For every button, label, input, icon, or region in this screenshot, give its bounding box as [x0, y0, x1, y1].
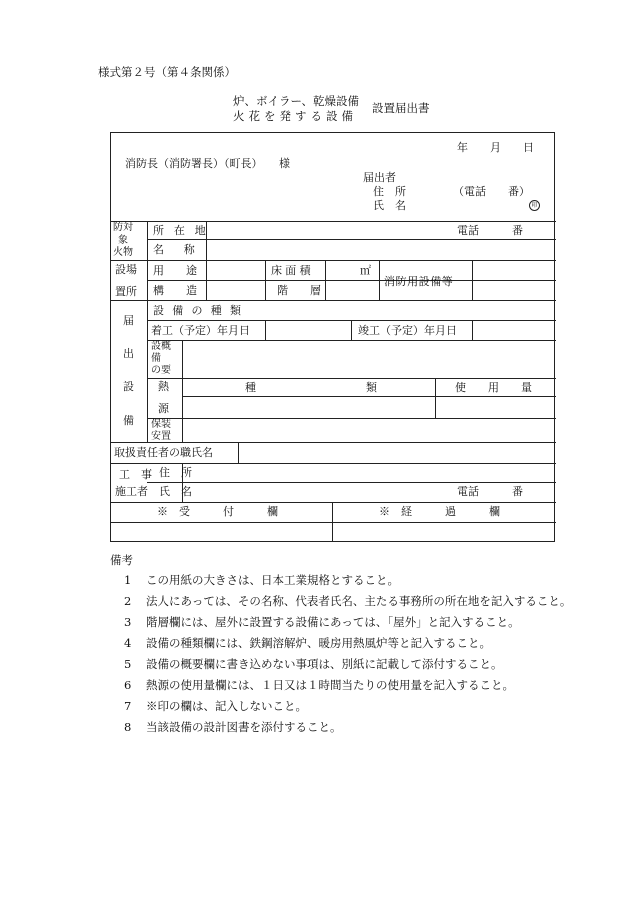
col-line	[325, 260, 326, 300]
col-line	[332, 502, 333, 542]
progress-column: ※ 経 過 欄	[379, 505, 500, 518]
col-line	[265, 260, 266, 300]
equipment-group-char-4: 備	[123, 414, 134, 427]
col-line	[206, 260, 207, 300]
overview-label-1: 設概	[151, 341, 171, 352]
col-line	[435, 378, 436, 418]
note-text: 当該設備の設計図書を添付すること。	[146, 720, 342, 734]
note-item	[124, 614, 520, 630]
note-text: 法人にあっては、その名称、代表者氏名、主たる事務所の所在地を記入すること。	[146, 594, 572, 608]
note-item	[124, 677, 514, 693]
row-line	[111, 260, 556, 261]
place-group-label-top: 設場	[115, 263, 137, 276]
form-number: 様式第２号（第４条関係）	[98, 65, 236, 79]
target-name-label: 名 称	[153, 243, 200, 256]
note-item	[124, 698, 307, 714]
note-number: 4	[124, 636, 132, 650]
note-text: 階層欄には、屋外に設置する設備にあっては、「屋外」と記入すること。	[146, 615, 520, 629]
row-line	[111, 522, 556, 523]
notifier-address-label: 住 所	[373, 185, 406, 198]
col-line	[147, 300, 148, 442]
row-line	[182, 396, 556, 397]
contractor-label-bottom: 施工者	[115, 485, 148, 498]
fire-equipment-label: 消防用設備等	[384, 275, 454, 288]
safety-label-1: 保装	[151, 419, 171, 430]
notifier-label: 届出者	[363, 171, 396, 184]
overview-label-2: 備	[151, 353, 161, 364]
notifier-phone[interactable]: （電話 番）	[453, 185, 530, 198]
note-item	[124, 572, 399, 588]
target-phone[interactable]: 電話 番	[457, 224, 523, 237]
equipment-group-char-2: 出	[123, 347, 134, 360]
note-number: 5	[124, 657, 132, 671]
row-line	[147, 482, 556, 483]
place-floor-area-label: 床面積	[271, 264, 314, 277]
note-item	[124, 635, 491, 651]
contractor-name-label: 氏 名	[159, 485, 192, 498]
note-item	[124, 656, 503, 672]
target-group-label-1: 防対	[113, 222, 133, 233]
row-line	[147, 378, 556, 379]
col-line	[472, 320, 473, 340]
note-item	[124, 593, 571, 609]
equipment-type-label: 設備の種類	[153, 304, 250, 317]
note-item	[124, 719, 342, 735]
row-line	[147, 340, 556, 341]
form-title	[233, 94, 359, 124]
col-line	[379, 260, 380, 300]
note-number: 6	[124, 678, 132, 692]
title-line-2: 火花を発する設備	[233, 109, 357, 123]
contractor-phone[interactable]: 電話 番	[457, 485, 523, 498]
place-group-label-bottom: 置所	[115, 285, 137, 298]
target-location-label: 所在地	[153, 224, 216, 237]
equipment-group-char-1: 届	[123, 314, 134, 327]
date-field[interactable]: 年 月 日	[457, 141, 534, 154]
overview-label-3: の要	[151, 365, 171, 376]
place-floor-label: 階 層	[277, 284, 321, 297]
row-line	[147, 239, 556, 240]
heat-source-label-bottom: 源	[158, 402, 169, 415]
note-number: 7	[124, 699, 132, 713]
note-number: 1	[124, 573, 132, 587]
row-line	[147, 418, 556, 419]
addressee: 消防長（消防署長）（町長） 様	[125, 157, 290, 170]
contractor-label-top: 工 事	[119, 468, 152, 481]
note-number: 3	[124, 615, 132, 629]
notifier-name-label: 氏 名	[373, 199, 406, 212]
reception-column: ※ 受 付 欄	[157, 505, 278, 518]
note-text: 設備の概要欄に書き込めない事項は、別紙に記載して添付すること。	[146, 657, 503, 671]
title-line-1: 炉、ボイラー、乾燥設備	[233, 94, 360, 108]
row-line	[111, 300, 556, 301]
heat-usage-header: 使 用 量	[455, 381, 532, 394]
note-number: 2	[124, 594, 132, 608]
row-line	[111, 221, 556, 222]
end-date-label: 竣工（予定）年月日	[358, 324, 457, 337]
notes-heading: 備考	[110, 553, 133, 567]
note-text: 熱源の使用量欄には、１日又は１時間当たりの使用量を記入すること。	[146, 678, 514, 692]
col-line	[238, 442, 239, 463]
place-area-unit: ㎡	[360, 264, 371, 277]
safety-label-2: 安置	[151, 431, 171, 442]
col-line	[265, 320, 266, 340]
start-date-label: 着工（予定）年月日	[151, 324, 250, 337]
col-line	[472, 260, 473, 300]
place-structure-label: 構 造	[153, 284, 197, 297]
heat-kind-header: 種 類	[245, 381, 377, 394]
notification-form-table	[110, 132, 555, 542]
target-group-label-2: 象	[118, 235, 128, 246]
col-line	[182, 340, 183, 442]
col-line	[351, 320, 352, 340]
row-line	[111, 463, 556, 464]
title-suffix: 設置届出書	[372, 101, 430, 115]
col-line	[147, 221, 148, 300]
note-number: 8	[124, 720, 132, 734]
target-group-label-3: 火物	[113, 247, 133, 258]
note-text: ※印の欄は、記入しないこと。	[146, 699, 307, 713]
note-text: この用紙の大きさは、日本工業規格とすること。	[146, 573, 399, 587]
heat-source-label-top: 熱	[158, 380, 169, 393]
seal-mark: 印	[529, 200, 540, 211]
row-line	[111, 442, 556, 443]
note-text: 設備の種類欄には、鉄鋼溶解炉、暖房用熱風炉等と記入すること。	[146, 636, 491, 650]
row-line	[147, 280, 556, 281]
manager-label: 取扱責任者の職氏名	[114, 446, 213, 459]
place-use-label: 用 途	[153, 264, 197, 277]
row-line	[111, 502, 556, 503]
contractor-address-label: 住 所	[159, 466, 192, 479]
equipment-group-char-3: 設	[123, 380, 134, 393]
